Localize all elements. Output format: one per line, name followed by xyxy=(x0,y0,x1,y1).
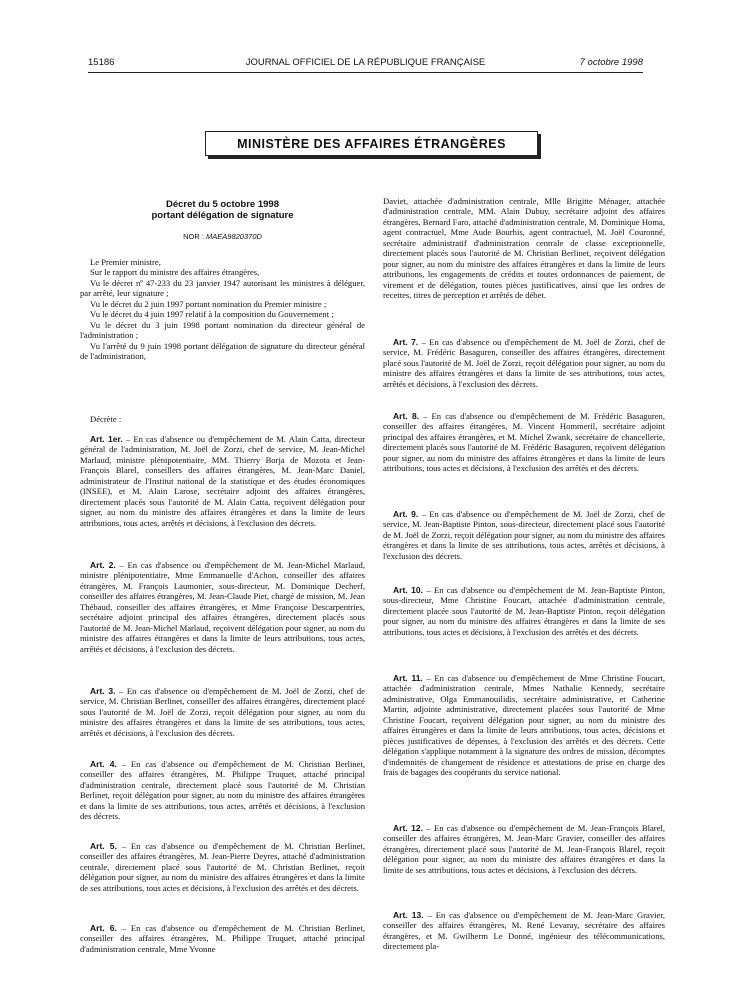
article-text: – En cas d'absence ou d'empêchement de M. Joël de Zorzi, chef de service, M. Jean-Baptiste Pinton, sous-directeur, directement placé sous l'autorité de M. Joël de Zorzi, reçoit délégation pour signer, au nom du ministre des affaires étrangères et dans la limite de ses attributions, tous actes, arrêtés et décisions, à l'exclusion des décrets. xyxy=(383,509,665,561)
article-text: – En cas d'absence ou d'empêchement de M. Alain Catta, directeur général de l'administration, M. Joël de Zorzi, chef de service, M. Jean-Michel Marlaud, ministre plénipotentiaire, MM. Thierry Borja de Mozota et Jean-François Blarel, conseillers des affaires étrangères, M. Jean-Marc Daniel, administrateur de l'Institut national de la statistique et des études économiques (INSEE), et M. Alain Larose, secrétaire adjoint des affaires étrangères, directement placés sous l'autorité de M. Alain Catta, reçoivent délégation pour signer, au nom du ministre des affaires étrangères et dans la limite de leurs attributions, tous actes, arrêtés et décisions, à l'exclusion des décrets. xyxy=(80,434,365,528)
journal-title: JOURNAL OFFICIEL DE LA RÉPUBLIQUE FRANÇAISE xyxy=(245,57,486,68)
nor-label: NOR : xyxy=(183,232,204,241)
nor-reference xyxy=(80,232,365,241)
page-header xyxy=(88,57,643,71)
article-6-continued xyxy=(383,196,665,301)
article-text: – En cas d'absence ou d'empêchement de M. Joël de Zorzi, chef de service, M. Christian Berlinet, conseiller des affaires étrangères, directement placé sous l'autorité de M. Joël de Zorzi, reçoit délégation pour signer, au nom du ministre des affaires étrangères et dans la limite de ses attributions, tous actes, arrêtés et décisions, à l'exclusion des décrets. xyxy=(80,686,365,738)
article-4 xyxy=(80,759,365,822)
article-label: Art. 8. xyxy=(393,411,420,421)
article-text: – En cas d'absence ou d'empêchement de M. Jean-Baptiste Pinton, sous-directeur, Mme Christine Foucart, attachée d'administration centrale, directement placée sous l'autorité de M. Jean-Baptiste Pinton, reçoit délégation pour signer, au nom du ministre des affaires étrangères et dans la limite de ses attributions, tous actes et décisions, à l'exclusion des arrêtés et des décrets. xyxy=(383,585,665,637)
article-10 xyxy=(383,585,665,637)
article-label: Art. 5. xyxy=(90,841,117,851)
article-label: Art. 12. xyxy=(393,823,423,833)
article-1 xyxy=(80,434,365,528)
article-label: Art. 1er. xyxy=(90,434,123,444)
preamble-line: Vu le décret du 4 juin 1997 relatif à la composition du Gouvernement ; xyxy=(90,309,334,320)
article-11 xyxy=(383,673,665,778)
article-label: Art. 10. xyxy=(393,585,423,595)
article-text: – En cas d'absence ou d'empêchement de M. Christian Berlinet, conseiller des affaires étrangères, M. Jean-Pierre Deyres, attaché d'administration centrale, directement placé sous l'autorité de M. Christian Berlinet, reçoit délégation pour signer, au nom du ministre des affaires étrangères et dans la limite de ses attributions, tous actes et décisions, à l'exclusion des arrêtés et des décrets. xyxy=(80,841,365,893)
article-text: – En cas d'absence ou d'empêchement de M. Jean-Marc Gravier, conseiller des affaires étrangères, M. René Levaray, secrétaire des affaires étrangères, et M. Gwilherm Le Donné, ingénieur des télécommunications, directement pla- xyxy=(383,910,665,952)
article-label: Art. 11. xyxy=(393,673,423,683)
article-label: Art. 3. xyxy=(90,686,116,696)
decree-title-line1: Décret du 5 octobre 1998 xyxy=(166,199,279,210)
preamble-line: Le Premier ministre, xyxy=(90,257,161,267)
article-7 xyxy=(383,337,665,389)
preamble-line: Vu le décret du 3 juin 1998 portant nomination du directeur général de l'administration ; xyxy=(80,319,365,341)
decree-title xyxy=(80,199,365,221)
article-text: – En cas d'absence ou d'empêchement de M. Christian Berlinet, conseiller des affaires étrangères, M. Philippe Truquet, attaché principal d'administration centrale, Mme Yvonne xyxy=(80,923,365,954)
article-label: Art. 13. xyxy=(393,910,424,920)
page-number: 15186 xyxy=(88,57,115,68)
article-text: – En cas d'absence ou d'empêchement de M. Jean-François Blarel, conseiller des affaires étrangères, M. Jean-Marc Gravier, conseiller des affaires étrangères, directement placé sous l'autorité de M. Jean-François Blarel, reçoit délégation pour signer, au nom du ministre des affaires étrangères et dans la limite de ses attributions, tous actes et décisions, à l'exclusion des décrets. xyxy=(383,823,665,875)
nor-code: MAEA9820370D xyxy=(206,232,262,241)
article-text: Daviet, attachée d'administration centrale, Mlle Brigitte Ménager, attachée d'administration centrale, MM. Alain Dubuy, secrétaire adjoint des affaires étrangères, Bernard Faro, attaché d'administration centrale, M. Dominique Homa, agent contractuel, Mme Aude Bourhis, agent contractuel, M. Joël Couronné, secrétaire administratif d'administration centrale de classe exceptionnelle, directement placés sous l'autorité de M. Christian Berlinet, reçoivent délégation pour signer, au nom du ministre des affaires étrangères et dans la limite de leurs attributions, les engagements de crédits et toutes ordonnances de paiement, de virement et de délégation, toutes pièces justificatives, ainsi que les ordres de recettes, titres de perception et arrêtés de débet. xyxy=(383,196,665,301)
article-label: Art. 2. xyxy=(90,560,116,570)
article-5 xyxy=(80,841,365,893)
preamble-line: Vu le décret nº 47-233 du 23 janvier 1947 autorisant les ministres à déléguer, par arrêté, leur signature ; xyxy=(80,277,365,299)
article-3 xyxy=(80,686,365,738)
article-8 xyxy=(383,411,665,474)
article-text: – En cas d'absence ou d'empêchement de Mme Christine Foucart, attachée d'administration centrale, Mmes Nathalie Kennedy, secrétaire administrative, Olga Emmanouilidis, secrétaire administrative, et Catherine Martin, adjointe administrative, directement placées sous l'autorité de Mme Christine Foucart, reçoivent délégation pour signer, au nom du ministre des affaires étrangères et dans la limite de leurs attributions, tous actes, décisions et pièces justificatives de dépenses, à l'exclusion des arrêtés et des décrets. Cette délégation s'applique notamment à la signature des ordres de mission, décomptes d'indemnités de changement de résidence et attestations de prise en charge des frais de bagages des coopérants du service national. xyxy=(383,673,665,778)
issue-date: 7 octobre 1998 xyxy=(579,57,643,68)
article-9 xyxy=(383,509,665,561)
preamble-line: Vu le décret du 2 juin 1997 portant nomination du Premier ministre ; xyxy=(90,298,327,309)
header-rule xyxy=(88,72,643,73)
ministry-title-box xyxy=(205,131,538,156)
ministry-title: MINISTÈRE DES AFFAIRES ÉTRANGÈRES xyxy=(237,136,506,151)
article-6 xyxy=(80,923,365,954)
article-text: – En cas d'absence ou d'empêchement de M. Christian Berlinet, conseiller des affaires étrangères, M. Philippe Truquet, attaché principal d'administration centrale, directement placé sous l'autorité de M. Christian Berlinet, reçoit délégation pour signer, au nom du ministre des affaires étrangères et dans la limite de ses attributions, tous actes, arrêtés et décisions, à l'exclusion des décrets. xyxy=(80,759,365,822)
article-label: Art. 6. xyxy=(90,923,117,933)
article-text: – En cas d'absence ou d'empêchement de M. Jean-Michel Marlaud, ministre plénipotentiaire, Mme Emmanuelle d'Achon, conseiller des affaires étrangères, M. François Laumonier, sous-directeur, M. Dominique Decherf, conseiller des affaires étrangères, M. Jean-Claude Piet, chargé de mission, M. Jean Thébaud, conseiller des affaires étrangères, et Mme Françoise Descarpentries, secrétaire adjoint principal des affaires étrangères, directement placés sous l'autorité de M. Jean-Michel Marlaud, reçoivent délégation pour signer, au nom du ministre des affaires étrangères et dans la limite de leurs attributions, tous actes, arrêtés et décisions, à l'exclusion des décrets. xyxy=(80,560,365,654)
decree-title-line2: portant délégation de signature xyxy=(151,210,294,221)
article-13 xyxy=(383,910,665,952)
decrete-line: Décrète : xyxy=(90,414,122,424)
article-text: – En cas d'absence ou d'empêchement de M. Frédéric Basaguren, conseiller des affaires étrangères, M. Vincent Hommeril, secrétaire adjoint principal des affaires étrangères, et M. Michel Zwank, secrétaire de chancellerie, directement placés sous l'autorité de M. Frédéric Basaguren, reçoivent délégation pour signer, au nom du ministre des affaires étrangères et dans la limite de leurs attributions, tous actes et décisions, à l'exclusion des arrêtés et des décrets. xyxy=(383,411,665,474)
article-label: Art. 4. xyxy=(90,759,117,769)
article-text: – En cas d'absence ou d'empêchement de M. Joël de Zorzi, chef de service, M. Frédéric Basaguren, conseiller des affaires étrangères, directement placé sous l'autorité de M. Joël de Zorzi, reçoit délégation pour signer, au nom du ministre des affaires étrangères et dans la limite de ses attributions, tous actes, arrêtés et décisions, à l'exclusion des décrets. xyxy=(383,337,665,389)
article-2 xyxy=(80,560,365,654)
article-label: Art. 9. xyxy=(393,509,419,519)
preamble-line: Sur le rapport du ministre des affaires étrangères, xyxy=(90,267,260,278)
article-12 xyxy=(383,823,665,875)
preamble-line: Vu l'arrêté du 9 juin 1998 portant délégation de signature du directeur général de l'administration, xyxy=(80,340,365,362)
preamble xyxy=(80,257,365,362)
article-label: Art. 7. xyxy=(393,337,419,347)
